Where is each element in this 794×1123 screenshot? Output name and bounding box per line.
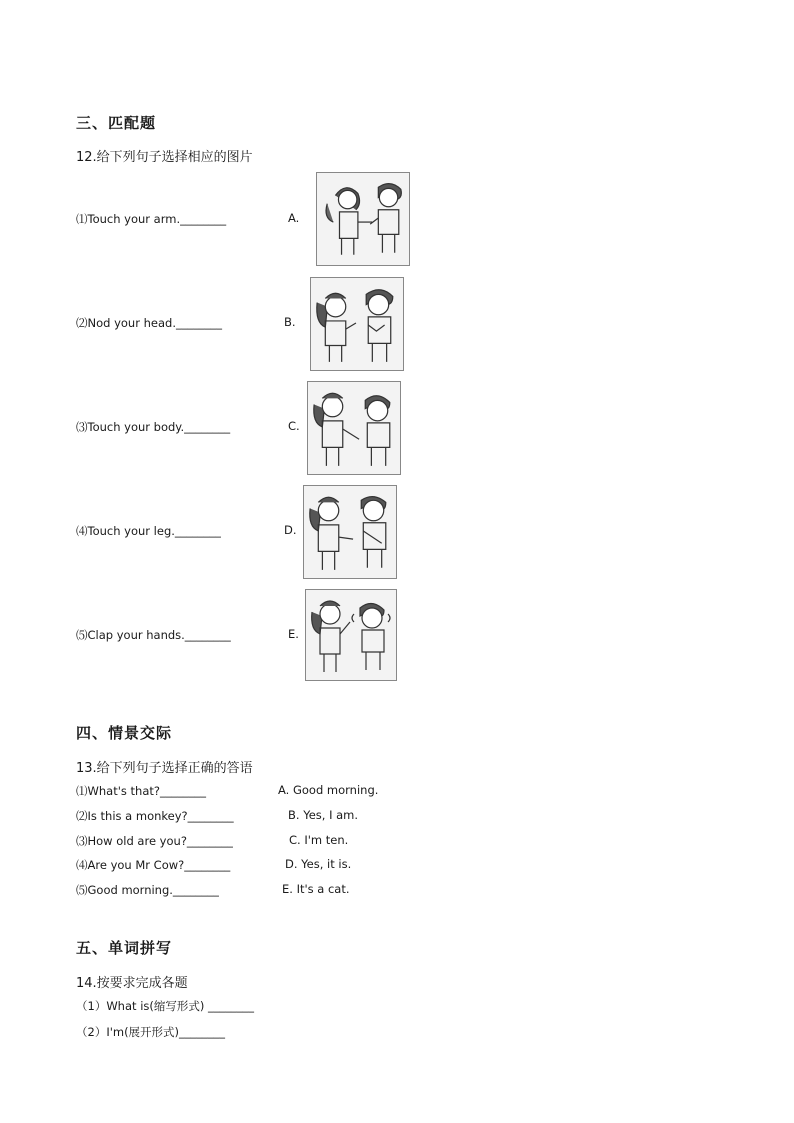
picture-a [316, 172, 410, 266]
option-letter-c: C. [288, 419, 300, 433]
section-5-title: 五、单词拼写 [76, 939, 173, 957]
picture-d-illustration [304, 486, 396, 578]
picture-e [305, 589, 397, 681]
match-item-1: ⑴Touch your arm.________ [76, 212, 227, 226]
dialogue-answer-e: E. It's a cat. [282, 882, 350, 896]
dialogue-answer-d: D. Yes, it is. [285, 857, 352, 871]
dialogue-answer-b: B. Yes, I am. [288, 808, 359, 822]
picture-d [303, 485, 397, 579]
picture-a-illustration [317, 173, 409, 265]
dialogue-item-5: ⑸Good morning.________ [76, 883, 219, 897]
option-letter-d: D. [284, 523, 297, 537]
dialogue-item-1: ⑴What's that?________ [76, 784, 206, 798]
dialogue-item-4: ⑷Are you Mr Cow?________ [76, 858, 231, 872]
option-letter-b: B. [284, 315, 296, 329]
picture-e-illustration [306, 590, 396, 680]
option-letter-e: E. [288, 627, 299, 641]
picture-c-illustration [308, 382, 400, 474]
picture-b-illustration [311, 278, 403, 370]
dialogue-item-3: ⑶How old are you?________ [76, 834, 233, 848]
picture-b [310, 277, 404, 371]
picture-c [307, 381, 401, 475]
section-4-title: 四、情景交际 [76, 724, 173, 742]
match-item-3: ⑶Touch your body.________ [76, 420, 231, 434]
option-letter-a: A. [288, 211, 300, 225]
dialogue-answer-a: A. Good morning. [278, 783, 379, 797]
match-item-5: ⑸Clap your hands.________ [76, 628, 231, 642]
question-12: 12.给下列句子选择相应的图片 [76, 150, 253, 165]
question-14: 14.按要求完成各题 [76, 976, 188, 991]
match-item-2: ⑵Nod your head.________ [76, 316, 222, 330]
dialogue-answer-c: C. I'm ten. [289, 833, 349, 847]
question-13: 13.给下列句子选择正确的答语 [76, 761, 253, 776]
dialogue-item-2: ⑵Is this a monkey?________ [76, 809, 234, 823]
section-3-title: 三、匹配题 [76, 114, 157, 132]
match-item-4: ⑷Touch your leg.________ [76, 524, 221, 538]
spelling-item-2: （2）I'm(展开形式)________ [76, 1025, 226, 1039]
spelling-item-1: （1）What is(缩写形式) ________ [76, 999, 255, 1013]
